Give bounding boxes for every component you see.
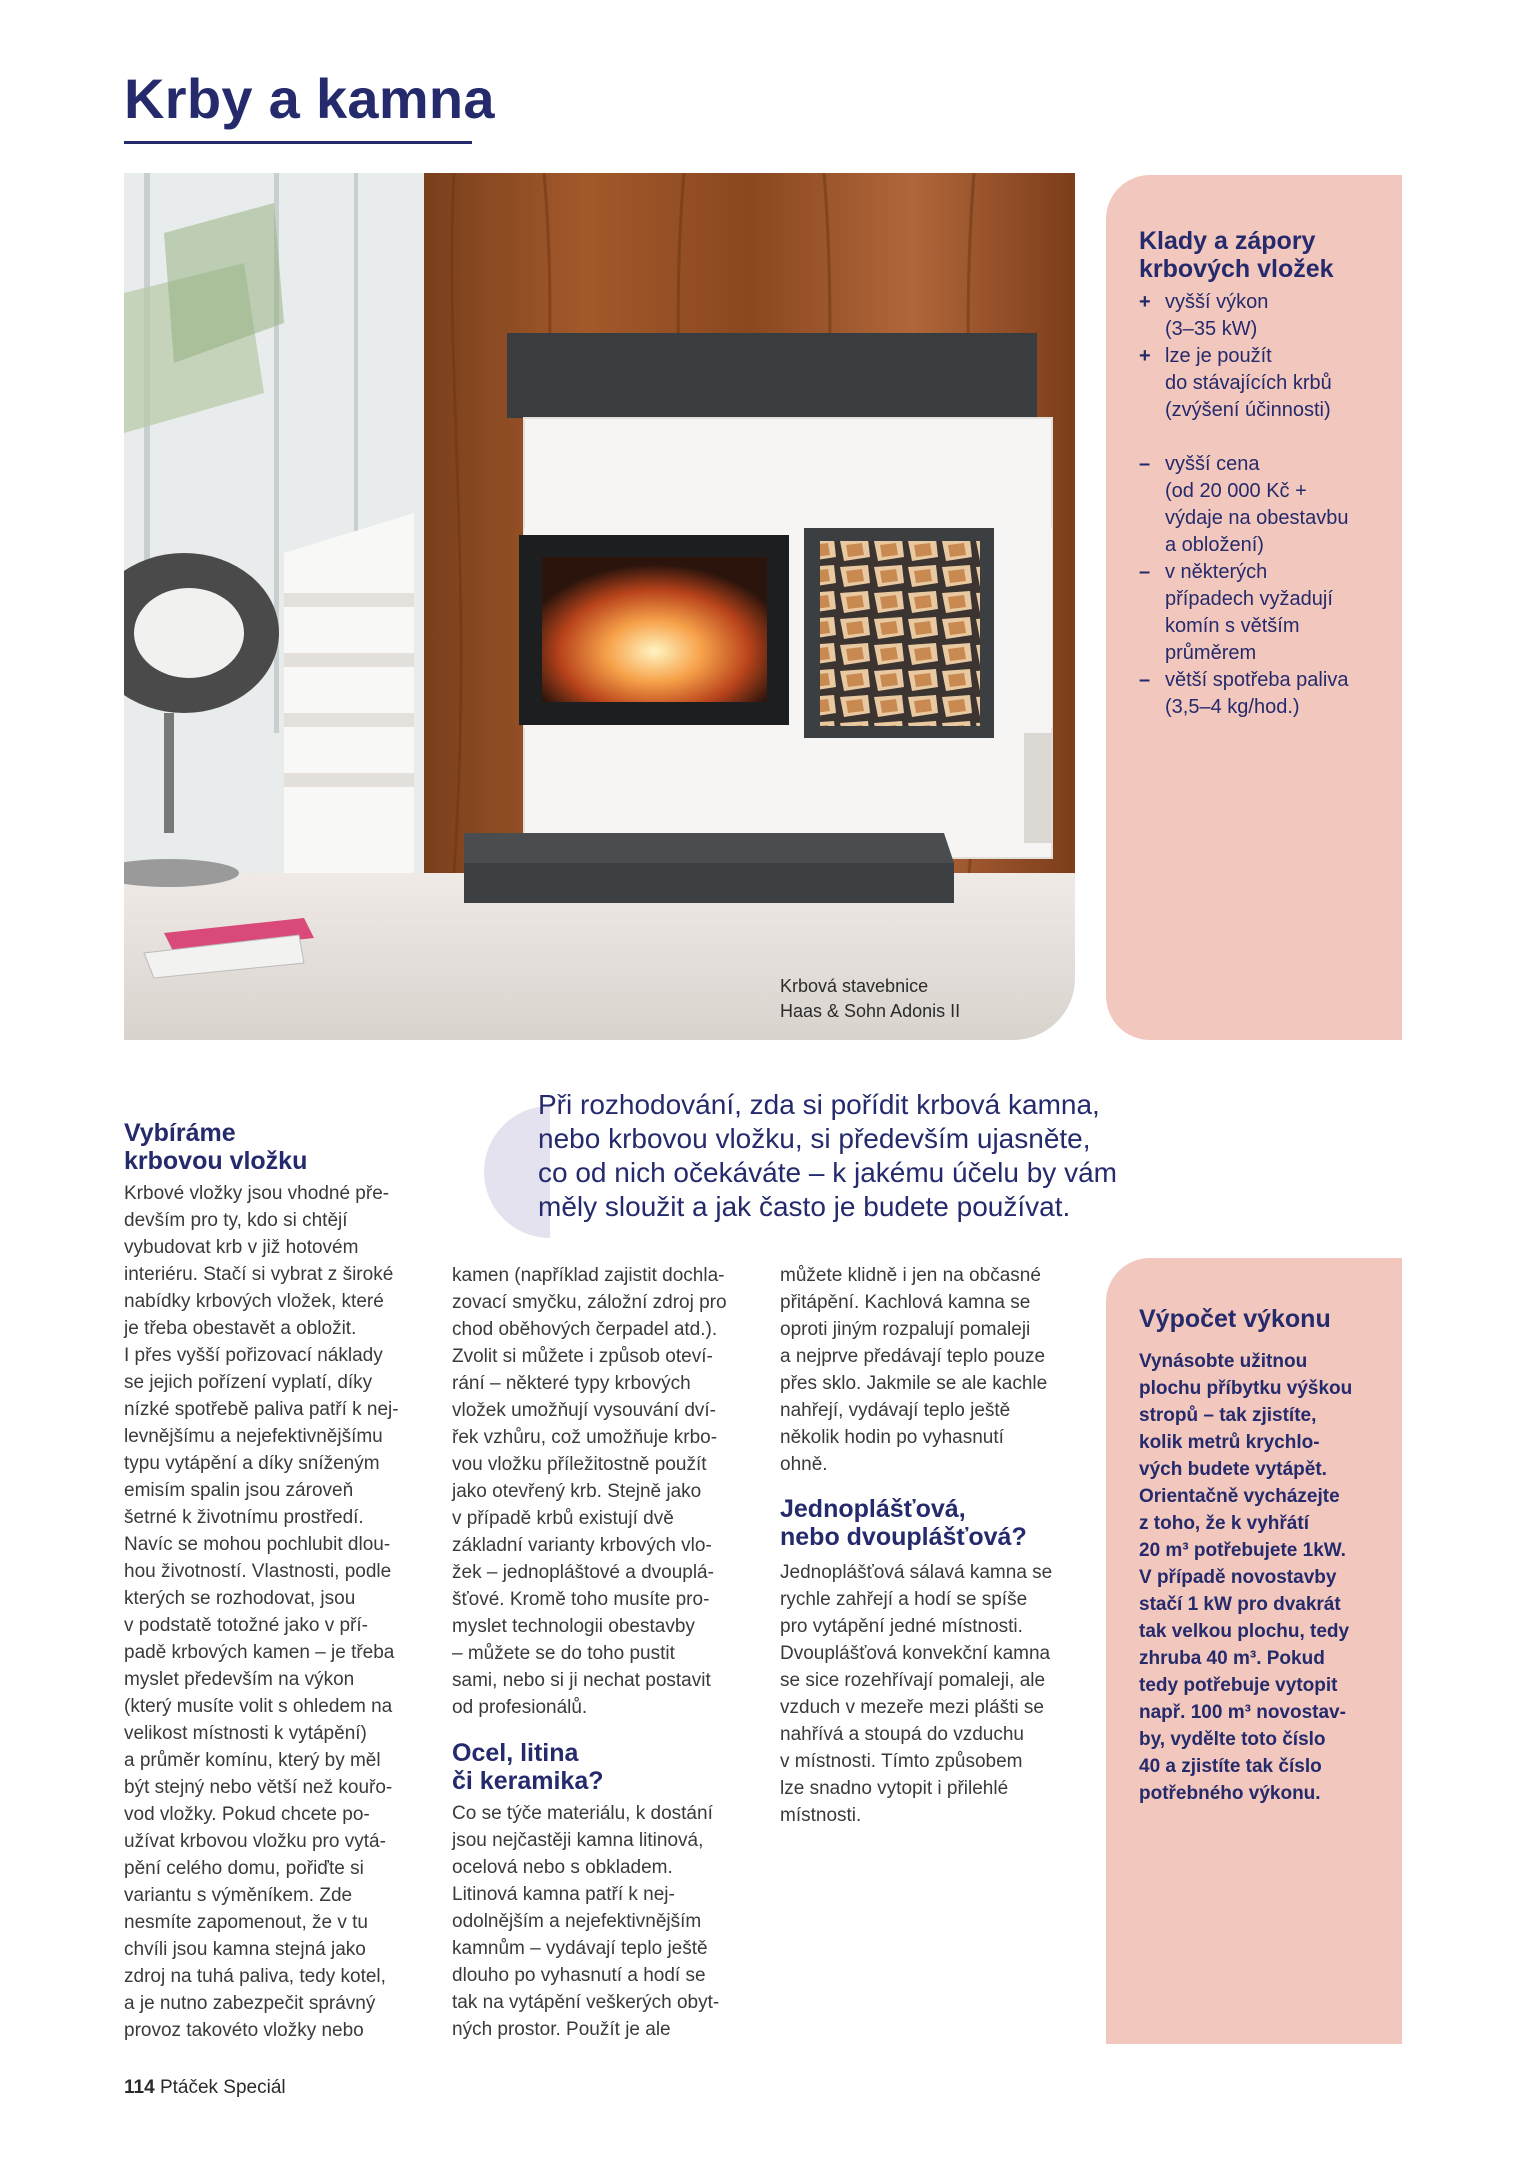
column-3-text-bottom: Jednoplášťová sálavá kamna se rychle zahřejí a hodí se spíše pro vytápění jedné místnosti. Dvouplášťová konvekční kamna se sice rozehřívají pomaleji, ale vzduch v mezeře mezi plášti se nahřívá a stoupá do vzduchu v místnosti. Tímto způsobem lze snadno vytopit i přilehlé místnosti. <box>780 1562 1053 1826</box>
calc-title: Výpočet výkonu <box>1139 1305 1331 1333</box>
pro-text: lze je použít do stávajících krbů (zvýšení účinnosti) <box>1165 345 1332 421</box>
column-1-text: Krbové vložky jsou vhodné pře- devším pro ty, kdo si chtějí vybudovat krb v již hotovém interiéru. Stačí si vybrat z široké nabídky krbových vložek, které je třeba obestavět a obložit. I přes vyšší pořizovací náklady se jejich pořízení vyplatí, díky nízké spotřebě paliva patří k nej- levnějšímu a nejefektivnějšímu typu vytápění a díky sníženým emisím spalin jsou zároveň šetrné k životnímu prostředí. Navíc se mohou pochlubit dlou- hou životností. Vlastnosti, podle kterých se rozhodovat, jsou v podstatě totožné jako v pří- padě krbových kamen – je třeba myslet především na výkon (který musíte volit s ohledem na velikost místnosti k vytápění) a průměr komínu, který by měl být stejný nebo větší než kouřo- vod vložky. Pokud chcete po- užívat krbovou vložku pro vytá- pění celého domu, pořiďte si variantu s výměníkem. Zde nesmíte zapomenout, že v tu chvíli jsou kamna stejná jako zdroj na tuhá paliva, tedy kotel, a je nutno zabezpečit správný provoz takovéto vložky nebo <box>124 1183 399 2041</box>
calc-text: Vynásobte užitnou plochu příbytku výškou stropů – tak zjistíte, kolik metrů krychlo- vých budete vytápět. Orientačně vycházejte z toho, že k vyhřátí 20 m³ potřebujete 1kW. V případě novostavby stačí 1 kW pro dvakrát tak velkou plochu, tedy zhruba 40 m³. Pokud tedy potřebuje vytopit např. 100 m³ novostav- by, vydělte toto číslo 40 a zjistíte tak číslo potřebného výkonu. <box>1139 1351 1353 1804</box>
minus-sign: – <box>1139 561 1151 583</box>
power-calculation-box <box>1106 1258 1402 2044</box>
pros-cons-list <box>1139 289 1389 721</box>
section-heading-insert: Vybíráme krbovou vložku <box>124 1119 308 1175</box>
pro-text: vyšší výkon (3–35 kW) <box>1165 291 1269 340</box>
con-item <box>1139 667 1389 721</box>
section-heading-material: Ocel, litina či keramika? <box>452 1739 604 1795</box>
fireplace-photo <box>124 173 1075 1040</box>
pro-item <box>1139 289 1389 343</box>
minus-sign: – <box>1139 453 1151 475</box>
column-3-text-top: můžete klidně i jen na občasné přitápění. Kachlová kamna se oproti jiným rozpalují pomaleji a nejprve předávají teplo pouze přes sklo. Jakmile se ale kachle nahřejí, vydávají teplo ještě několik hodin po vyhasnutí ohně. <box>780 1265 1048 1475</box>
con-text: větší spotřeba paliva (3,5–4 kg/hod.) <box>1165 669 1349 718</box>
con-text: vyšší cena (od 20 000 Kč + výdaje na obestavbu a obložení) <box>1165 453 1349 556</box>
photo-caption: Krbová stavebnice Haas & Sohn Adonis II <box>780 976 961 1021</box>
title-underline <box>124 141 472 144</box>
page-footer <box>124 2077 286 2099</box>
minus-sign: – <box>1139 669 1151 691</box>
section-heading-shell: Jednoplášťová, nebo dvouplášťová? <box>780 1495 1027 1551</box>
con-item <box>1139 451 1389 559</box>
pros-cons-box <box>1106 175 1402 1040</box>
pro-item <box>1139 343 1389 424</box>
plus-sign: + <box>1139 291 1151 313</box>
page-number: 114 <box>124 2077 155 2098</box>
page-title: Krby a kamna <box>124 67 495 130</box>
plus-sign: + <box>1139 345 1151 367</box>
pros-cons-title: Klady a zápory krbových vložek <box>1139 227 1334 283</box>
column-2-text-bottom: Co se týče materiálu, k dostání jsou nejčastěji kamna litinová, ocelová nebo s obkladem. Litinová kamna patří k nej- odolnějším a nejefektivnějším kamnům – vydávají teplo ještě dlouho po vyhasnutí a hodí se tak na vytápění veškerých obyt- ných prostor. Použít je ale <box>452 1803 720 2040</box>
magazine-name: Ptáček Speciál <box>159 2077 286 2098</box>
con-text: v některých případech vyžadují komín s větším průměrem <box>1165 561 1333 664</box>
con-item <box>1139 559 1389 667</box>
column-2-text-top: kamen (například zajistit dochla- zovací smyčku, záložní zdroj pro chod oběhových čerpadel atd.). Zvolit si můžete i způsob oteví- rání – některé typy krbových vložek umožňují vysouvání dví- řek vzhůru, což umožňuje krbo- vou vložku příležitostně použít jako otevřený krb. Stejně jako v případě krbů existují dvě základní varianty krbových vlo- žek – jednopláštové a dvouplá- šťové. Kromě toho musíte pro- myslet technologii obestavby – můžete se do toho pustit sami, nebo si ji nechat postavit od profesionálů. <box>452 1265 727 1718</box>
pull-quote: Při rozhodování, zda si pořídit krbová kamna, nebo krbovou vložku, si především ujasněte, co od nich očekáváte – k jakému účelu by vám měly sloužit a jak často je budete používat. <box>538 1089 1117 1222</box>
